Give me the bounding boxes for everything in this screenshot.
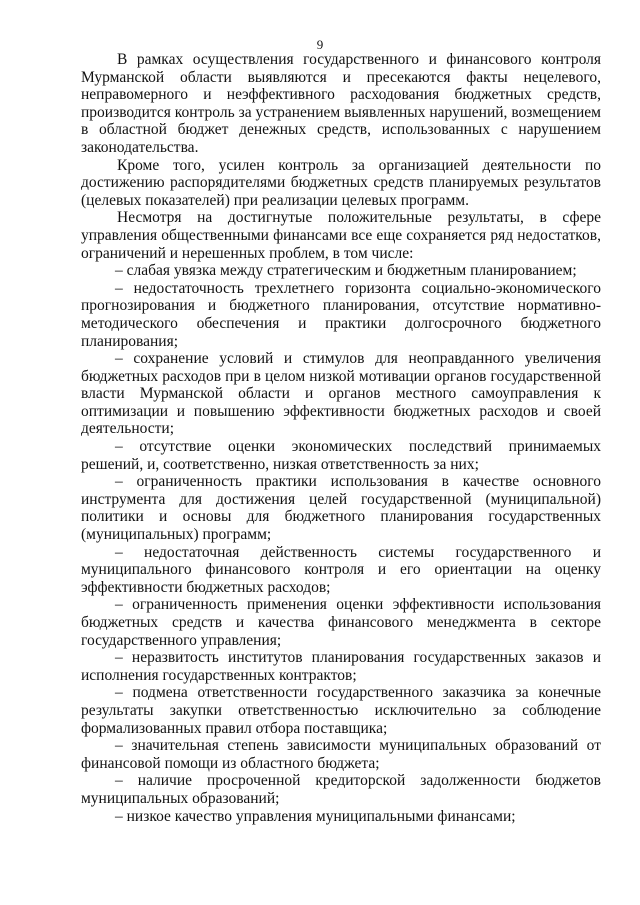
list-item: – ограниченность практики использования в качестве основного инструмента для достижения целей государственной (муниципальной) политики и основы для бюджетного планирования государственных (муниципальных) программ;	[81, 473, 601, 544]
list-item: – сохранение условий и стимулов для неоправданного увеличения бюджетных расходов при в целом низкой мотивации органов государственной власти Мурманской области и органов местного самоуправления к оптимизации и повышению эффективности бюджетных расходов и своей деятельности;	[81, 350, 601, 438]
paragraph-problems-intro: Несмотря на достигнутые положительные результаты, в сфере управления общественными финансами все еще сохраняется ряд недостатков, ограничений и нерешенных проблем, в том числе:	[81, 209, 601, 262]
paragraph-target-programs: Кроме того, усилен контроль за организацией деятельности по достижению распорядителями бюджетных средств планируемых результатов (целевых показателей) при реализации целевых программ.	[81, 156, 601, 209]
list-item: – наличие просроченной кредиторской задолженности бюджетов муниципальных образований;	[81, 772, 601, 807]
list-item: – отсутствие оценки экономических последствий принимаемых решений, и, соответственно, низкая ответственность за них;	[81, 438, 601, 473]
list-item: – недостаточность трехлетнего горизонта социально-экономического прогнозирования и бюджетного планирования, отсутствие нормативно-методического обеспечения и практики долгосрочного бюджетного планирования;	[81, 279, 601, 350]
page-number: 9	[316, 37, 324, 52]
document-body	[81, 51, 601, 825]
list-item: – значительная степень зависимости муниципальных образований от финансовой помощи из областного бюджета;	[81, 737, 601, 772]
list-item: – ограниченность применения оценки эффективности использования бюджетных средств и качества финансового менеджмента в секторе государственного управления;	[81, 596, 601, 649]
list-item: – слабая увязка между стратегическим и бюджетным планированием;	[115, 262, 577, 280]
paragraph-financial-control: В рамках осуществления государственного и финансового контроля Мурманской области выявляются и пресекаются факты нецелевого, неправомерного и неэффективного расходования бюджетных средств, производится контроль за устранением выявленных нарушений, возмещением в областной бюджет денежных средств, использованных с нарушением законодательства.	[81, 51, 601, 156]
list-item: – неразвитость институтов планирования государственных заказов и исполнения государственных контрактов;	[81, 649, 601, 684]
list-item: – подмена ответственности государственного заказчика за конечные результаты закупки ответственностью исключительно за соблюдение формализованных правил отбора поставщика;	[81, 684, 601, 737]
list-item: – низкое качество управления муниципальными финансами;	[115, 807, 516, 825]
list-item: – недостаточная действенность системы государственного и муниципального финансового контроля и его ориентации на оценку эффективности бюджетных расходов;	[81, 543, 601, 596]
